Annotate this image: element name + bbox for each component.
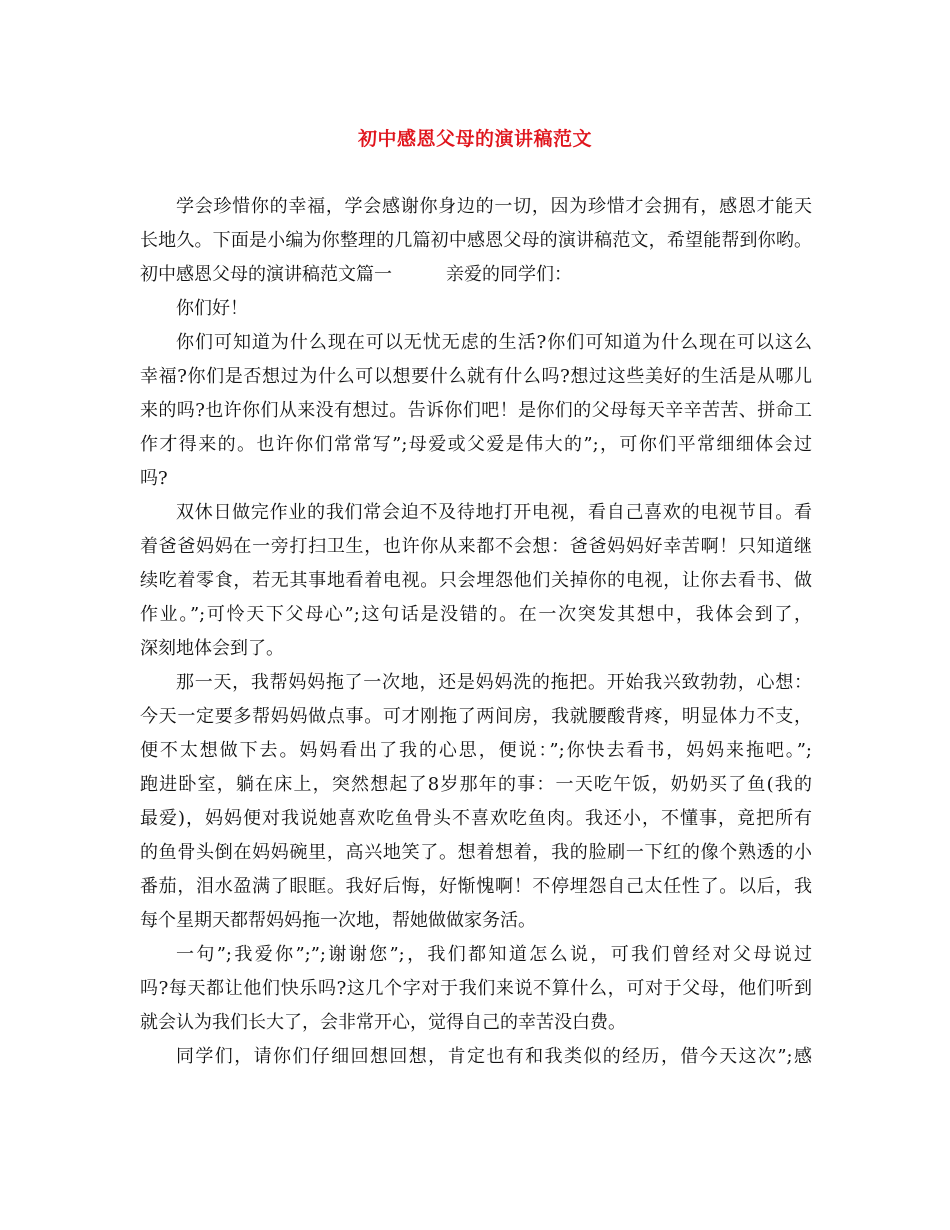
text-line: 深刻地体会到了。	[140, 638, 284, 659]
text-line: 双休日做完作业的我们常会迫不及待地打开电视，看自己喜欢的电视节目。看	[176, 502, 812, 523]
text-line: 一句”;我爱你”;”;谢谢您”;，我们都知道怎么说，可我们曾经对父母说过	[176, 944, 812, 965]
text-line: 作才得来的。也许你们常常写”;母爱或父爱是伟大的”;，可你们平常细细体会过	[140, 434, 812, 455]
text-line: 番茄，泪水盈满了眼眶。我好后悔，好惭愧啊！不停埋怨自己太任性了。以后，我	[140, 876, 812, 897]
text-line: 每个星期天都帮妈妈拖一次地，帮她做做家务活。	[140, 910, 536, 931]
text-line: 便不太想做下去。妈妈看出了我的心思，便说：”;你快去看书，妈妈来拖吧。”;	[140, 740, 812, 761]
text-line: 幸福?你们是否想过为什么可以想要什么就有什么吗?想过这些美好的生活是从哪儿	[140, 366, 812, 387]
text-line: 最爱)，妈妈便对我说她喜欢吃鱼骨头不喜欢吃鱼肉。我还小，不懂事，竟把所有	[140, 808, 812, 829]
text-line: 长地久。下面是小编为你整理的几篇初中感恩父母的演讲稿范文，希望能帮到你哟。	[140, 230, 812, 251]
text-line: 初中感恩父母的演讲稿范文篇一 亲爱的同学们：	[140, 264, 572, 285]
text-line: 学会珍惜你的幸福，学会感谢你身边的一切，因为珍惜才会拥有，感恩才能天	[176, 196, 812, 217]
document-body	[140, 190, 812, 1074]
text-line: 你们好！	[176, 298, 248, 319]
text-line: 着爸爸妈妈在一旁打扫卫生，也许你从来都不会想：爸爸妈妈好幸苦啊！只知道继	[140, 536, 812, 557]
text-line: 就会认为我们长大了，会非常开心，觉得自己的幸苦没白费。	[140, 1012, 626, 1033]
text-line: 你们可知道为什么现在可以无忧无虑的生活?你们可知道为什么现在可以这么	[176, 332, 812, 353]
text-line: 跑进卧室，躺在床上，突然想起了8岁那年的事：一天吃午饭，奶奶买了鱼(我的	[140, 774, 812, 795]
text-line: 吗?	[140, 468, 168, 489]
text-line: 续吃着零食，若无其事地看着电视。只会埋怨他们关掉你的电视，让你去看书、做	[140, 570, 812, 591]
text-line: 那一天，我帮妈妈拖了一次地，还是妈妈洗的拖把。开始我兴致勃勃，心想：	[176, 672, 812, 693]
text-line: 的鱼骨头倒在妈妈碗里，高兴地笑了。想着想着，我的脸刷一下红的像个熟透的小	[140, 842, 812, 863]
text-line: 吗?每天都让他们快乐吗?这几个字对于我们来说不算什么，可对于父母，他们听到	[140, 978, 812, 999]
text-line: 今天一定要多帮妈妈做点事。可才刚拖了两间房，我就腰酸背疼，明显体力不支，	[140, 706, 812, 727]
document-title: 初中感恩父母的演讲稿范文	[357, 128, 592, 150]
text-line: 来的吗?也许你们从来没有想过。告诉你们吧！是你们的父母每天辛辛苦苦、拼命工	[140, 400, 812, 421]
text-line: 作业。”;可怜天下父母心”;这句话是没错的。在一次突发其想中，我体会到了，	[140, 604, 812, 625]
text-line: 同学们，请你们仔细回想回想，肯定也有和我类似的经历，借今天这次”;感	[176, 1046, 812, 1067]
